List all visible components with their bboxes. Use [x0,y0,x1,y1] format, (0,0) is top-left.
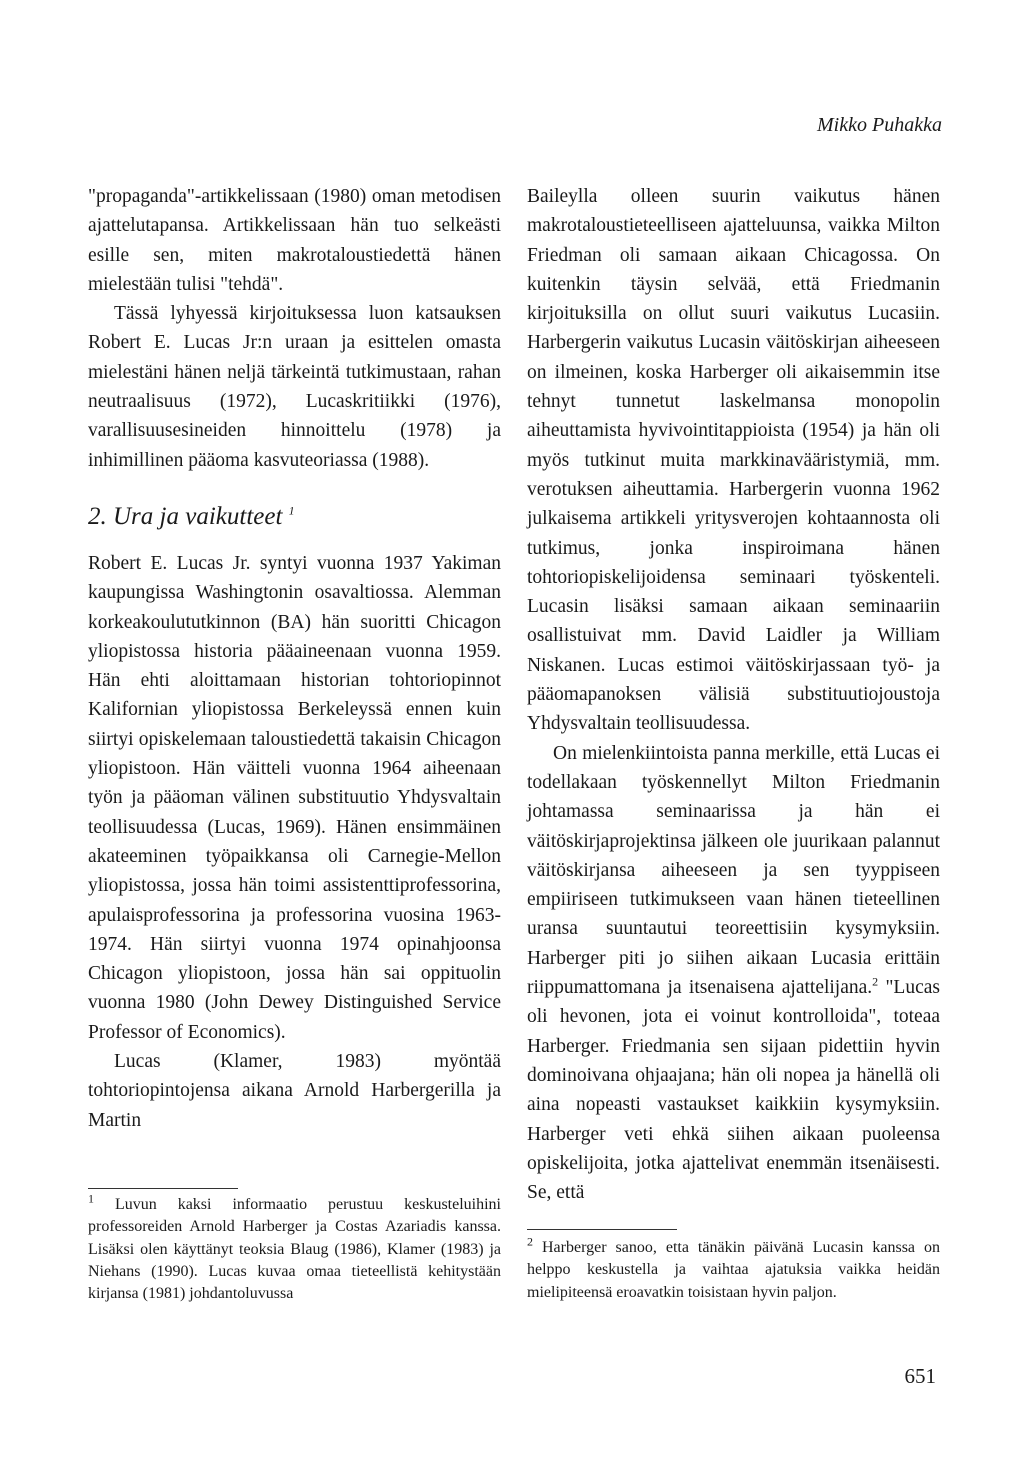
footnote-2 [527,1234,940,1304]
footnote-rule-left [88,1188,238,1189]
page-number: 651 [904,1364,936,1388]
section-heading-text: 2. Ura ja vaikutteet [88,502,283,530]
footnote-2-mark[interactable]: 2 [872,974,879,989]
left-paragraph-2: Tässä lyhyessä kirjoituksessa luon katsauksen Robert E. Lucas Jr:n uraan ja esittelen omasta mielestäni hänen neljä tärkeintä tutkimustaan, rahan neutraalisuus (1972), Lucaskritiikki (1976), varallisuusesineiden hinnoittelu (1978) ja inhimillinen pääoma kasvuteoriassa (1988). [88,303,501,471]
left-paragraph-1: "propaganda"-artikkelissaan (1980) oman metodisen ajattelutapansa. Artikkelissaan hän tuo selkeästi esille sen, miten makrotaloustiedettä hänen mielestään tulisi "tehdä". [88,186,501,295]
right-paragraph-1: Baileylla olleen suurin vaikutus hänen makrotaloustieteelliseen ajatteluunsa, vaikka Milton Friedman oli samaan aikaan Chicagossa. On kuitenkin täysin selvää, että Friedmanin kirjoituksilla on ollut suuri vaikutus Lucasiin. Harbergerin vaikutus Lucasin väitöskirjan aiheeseen on ilmeinen, koska Harberger oli aikaisemmin itse tehnyt tunnetut laskelmansa monopolin aiheuttamista hyvivointitappioista (1954) ja hän oli myös tutkinut muita markkinavääristymiä, mm. verotuksen aiheuttamia. Harbergerin vuonna 1962 julkaisema artikkeli yritysverojen kohtaannosta oli tutkimus, jonka inspiroimana hänen tohtoriopiskelijoidensa seminaari työskenteli. Lucasin lisäksi samaan aikaan seminaariin osallistuivat mm. David Laidler ja William Niskanen. Lucas estimoi väitöskirjassaan työ- ja pääomapanoksen välisiä substituutiojoustoja Yhdysvaltain teollisuudessa. [527,186,940,735]
footnote-2-text: Harberger sanoo, etta tänäkin päivänä Lucasin kanssa on helppo keskustella ja vaihtaa ajatuksia vaikka heidän mielipiteensä eroavatkin toisistaan hyvin paljon. [527,1239,940,1301]
right-paragraph-2 [527,739,940,1208]
left-paragraph-4: Lucas (Klamer, 1983) myöntää tohtoriopintojensa aikana Arnold Harbergerilla ja Martin [88,1051,501,1131]
footnote-1-number: 1 [88,1191,94,1206]
left-column [88,182,501,1135]
right-paragraph-2-continuation: "Lucas oli hevonen, jota ei voinut kontrolloida", toteaa Harberger. Friedmania sen sijaan pidettiin hyvin dominoivana ohjaajana; hän oli nopea ja hänellä oli aina nopeasti vastaukset kaikkiin kysymyksiin. Harberger veti ehkä siihen aikaan puoleensa opiskelijoita, jotka ajattelivat enemmän itsenäisesti. Se, että [527,977,940,1204]
section-heading-footnote-mark[interactable]: 1 [288,503,295,518]
running-header-author: Mikko Puhakka [817,114,942,136]
footnote-2-number: 2 [527,1234,533,1249]
right-column [527,182,940,1207]
left-paragraph-3: Robert E. Lucas Jr. syntyi vuonna 1937 Yakiman kaupungissa Washingtonin osavaltiossa. Alemman korkeakoulututkinnon (BA) hän suoritti Chicagon yliopistossa historia pääaineenaan vuonna 1959. Hän ehti aloittamaan historian tohtoriopinnot Kalifornian yliopistossa Berkeleyssä ennen kuin siirtyi opiskelemaan taloustiedettä takaisin Chicagon yliopistoon. Hän väitteli vuonna 1964 aiheenaan työn ja pääoman välinen substituutio Yhdysvaltain teollisuudessa (Lucas, 1969). Hänen ensimmäinen akateeminen työpaikkansa oli Carnegie-Mellon yliopistossa, jossa hän toimi assistenttiprofessorina, apulaisprofessorina ja professorina vuosina 1963-1974. Hän siirtyi vuonna 1974 opinahjoonsa Chicagon yliopistoon, jossa hän sai oppituolin vuonna 1980 (John Dewey Distinguished Service Professor of Economics). [88,552,501,1043]
footnote-1 [88,1191,502,1305]
section-heading [88,501,501,533]
right-paragraph-2-text: On mielenkiintoista panna merkille, että Lucas ei todellakaan työskennellyt Milton Friedmanin johtamassa seminaarissa ja hän ei väitöskirjaprojektinsa jälkeen ole juurikaan palannut väitöskirjansa aiheeseen ja sen tyyppiseen empiiriseen tutkimukseen vaan hänen tieteellinen uransa suuntautui teoreettisiin kysymyksiin. Harberger piti jo siihen aikaan Lucasia erittäin riippumattomana ja itsenaisena ajattelijana. [527,742,940,999]
footnote-rule-right [527,1229,677,1230]
footnote-1-text: Luvun kaksi informaatio perustuu keskusteluihini professoreiden Arnold Harberger ja Costas Azariadis kanssa. Lisäksi olen käyttänyt teoksia Blaug (1986), Klamer (1983) ja Niehans (1990). Lucas kuvaa omaa tieteellistä kehitystään kirjansa (1981) johdantoluvussa [88,1196,502,1303]
